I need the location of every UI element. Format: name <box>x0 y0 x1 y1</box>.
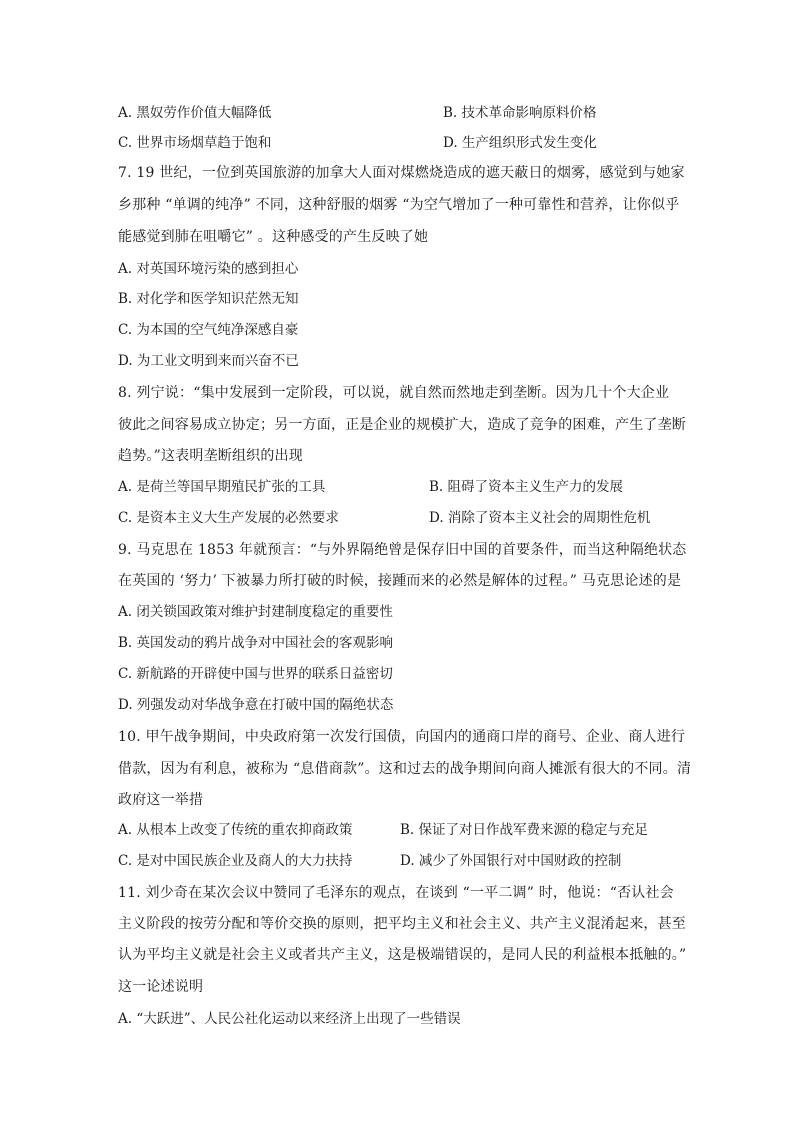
q11-stem-line: 11. 刘少奇在某次会议中赞同了毛泽东的观点，在谈到 “一平二调” 时，他说：“否认社会 <box>118 885 674 901</box>
q7-stem-line: 7. 19 世纪，一位到英国旅游的加拿大人面对煤燃烧造成的遮天蔽日的烟雾，感觉到与她家 <box>118 165 685 181</box>
q7-stem-line: 能感觉到肺在咀嚼它” 。这种感受的产生反映了她 <box>118 229 429 245</box>
q7-option-a: A. 对英国环境污染的感到担心 <box>118 261 299 277</box>
q11-stem-line: 主义阶段的按劳分配和等价交换的原则，把平均主义和社会主义、共产主义混淆起来，甚至 <box>118 916 686 932</box>
q9-stem-line: 9. 马克思在 1853 年就预言：“与外界隔绝曾是保存旧中国的首要条件，而当这种隔绝状态 <box>118 542 687 558</box>
q9-option-b: B. 英国发动的鸦片战争对中国社会的客观影响 <box>118 635 394 651</box>
q10-stem-line: 借款，因为有利息，被称为 “息借商款”。这和过去的战争期间向商人摊派有很大的不同。清 <box>118 761 692 777</box>
q6-option-b: B. 技术革命影响原料价格 <box>443 105 597 121</box>
q8-stem-line: 彼此之间容易成立协定；另一方面，正是企业的规模扩大，造成了竞争的困难，产生了垄断 <box>118 417 686 433</box>
q10-stem-line: 10. 甲午战争期间，中央政府第一次发行国债，向国内的通商口岸的商号、企业、商人进行 <box>118 729 686 745</box>
q6-option-d: D. 生产组织形式发生变化 <box>443 135 597 151</box>
q10-stem-line: 政府这一举措 <box>118 792 204 808</box>
q11-option-a: A. “大跃进”、人民公社化运动以来经济上出现了一些错误 <box>118 1011 461 1027</box>
q8-option-a: A. 是荷兰等国早期殖民扩张的工具 <box>118 479 326 495</box>
q9-option-a: A. 闭关锁国政策对维护封建制度稳定的重要性 <box>118 604 393 620</box>
q8-stem-line: 趋势。”这表明垄断组织的出现 <box>118 448 303 464</box>
q8-stem-line: 8. 列宁说：“集中发展到一定阶段，可以说，就自然而然地走到垄断。因为几十个大企业 <box>118 385 670 401</box>
q7-option-d: D. 为工业文明到来而兴奋不已 <box>118 353 299 369</box>
q8-option-c: C. 是资本主义大生产发展的必然要求 <box>118 510 339 526</box>
q7-option-b: B. 对化学和医学知识茫然无知 <box>118 291 299 307</box>
q9-option-c: C. 新航路的开辟使中国与世界的联系日益密切 <box>118 666 393 682</box>
q8-option-d: D. 消除了资本主义社会的周期性危机 <box>429 510 651 526</box>
q7-option-c: C. 为本国的空气纯净深感自豪 <box>118 322 299 338</box>
q10-option-b: B. 保证了对日作战军费来源的稳定与充足 <box>400 822 649 838</box>
q6-option-c: C. 世界市场烟草趋于饱和 <box>118 135 272 151</box>
q10-option-a: A. 从根本上改变了传统的重农抑商政策 <box>118 822 353 838</box>
q10-option-c: C. 是对中国民族企业及商人的大力扶持 <box>118 853 353 869</box>
q6-option-a: A. 黑奴劳作价值大幅降低 <box>118 105 272 121</box>
q10-option-d: D. 减少了外国银行对中国财政的控制 <box>400 853 622 869</box>
q11-stem-line: 认为平均主义就是社会主义或者共产主义，这是极端错误的，是同人民的利益根本抵触的。” <box>118 947 687 963</box>
q9-stem-line: 在英国的 ‘努力’ 下被暴力所打破的时候，接踵而来的必然是解体的过程。” 马克思论述的是 <box>118 573 682 589</box>
q9-option-d: D. 列强发动对华战争意在打破中国的隔绝状态 <box>118 697 394 713</box>
q11-stem-line: 这一论述说明 <box>118 979 204 995</box>
q8-option-b: B. 阻碍了资本主义生产力的发展 <box>429 479 624 495</box>
q7-stem-line: 乡那种 “单调的纯净” 不同，这种舒服的烟雾 “为空气增加了一种可靠性和营养，让你似乎 <box>118 197 680 213</box>
